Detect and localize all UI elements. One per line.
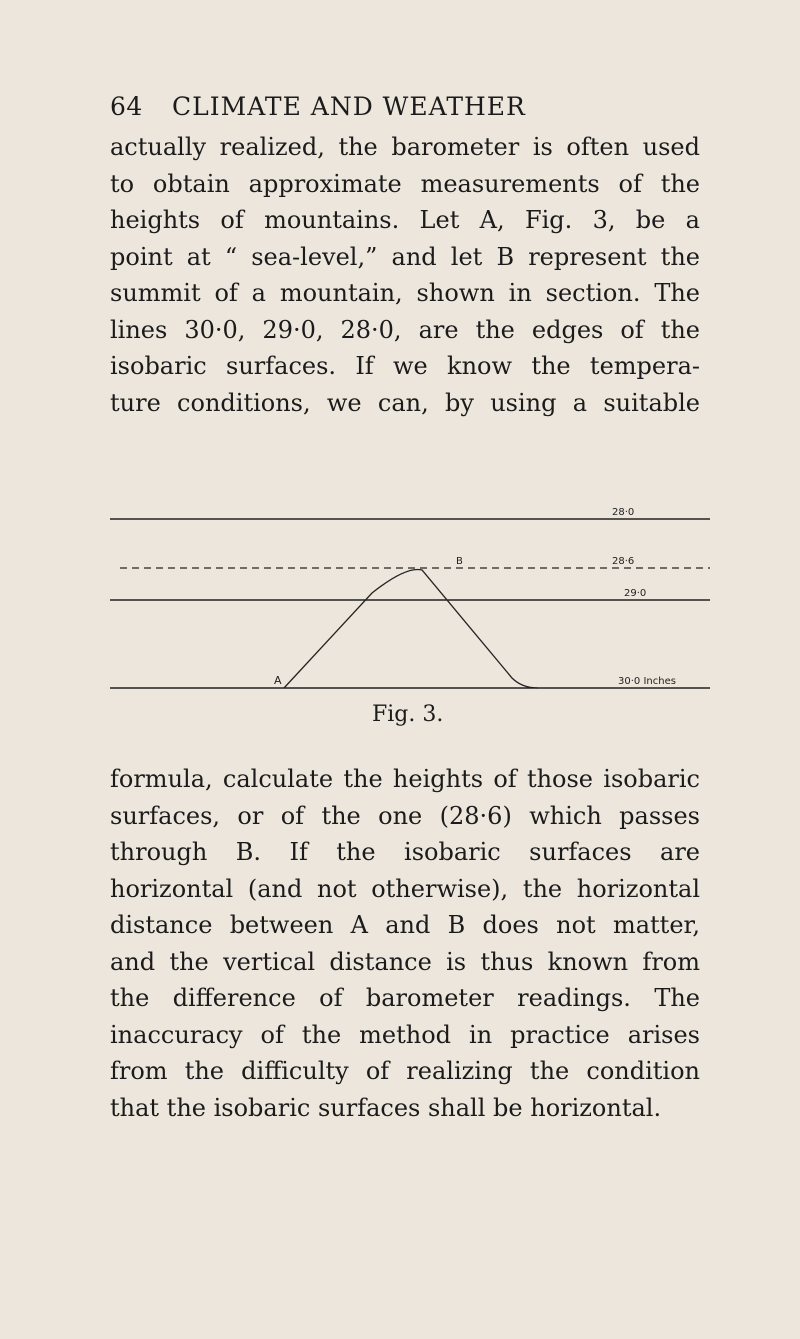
- text-line: inaccuracy of the method in practice arises: [110, 1020, 700, 1049]
- mountain-section: [284, 569, 538, 688]
- text-line: that the isobaric surfaces shall be horizontal.: [110, 1093, 662, 1122]
- text-line: to obtain approximate measurements of the: [110, 169, 700, 198]
- label-28-6: 28·6: [612, 556, 635, 567]
- text-line: actually realized, the barometer is often used: [110, 133, 700, 161]
- isobaric-surfaces-diagram: [110, 508, 710, 694]
- text-line: surfaces, or of the one (28·6) which passes: [110, 801, 700, 830]
- label-28-0: 28·0: [612, 508, 635, 518]
- text-line: heights of mountains. Let A, Fig. 3, be a: [110, 206, 700, 234]
- text-line: isobaric surfaces. If we know the tempera-: [110, 352, 700, 380]
- label-30-0: 30·0 Inches: [618, 676, 676, 687]
- paragraph-1: [110, 129, 700, 421]
- text-line: horizontal (and not otherwise), the horizontal: [110, 874, 700, 903]
- point-a-label: A: [274, 674, 282, 687]
- text-line: summit of a mountain, shown in section. The: [110, 279, 700, 307]
- text-line: ture conditions, we can, by using a suitable: [110, 388, 700, 417]
- text-line: the difference of barometer readings. The: [110, 984, 700, 1012]
- text-line: and the vertical distance is thus known from: [110, 947, 700, 976]
- text-line: through B. If the isobaric surfaces are: [110, 838, 700, 866]
- text-line: formula, calculate the heights of those isobaric: [110, 765, 700, 793]
- paragraph-2: [110, 761, 700, 1126]
- page-number: 64: [110, 92, 143, 121]
- text-line: point at “ sea-level,” and let B represent the: [110, 242, 700, 271]
- chapter-title: CLIMATE AND WEATHER: [172, 92, 526, 121]
- text-line: from the difficulty of realizing the condition: [110, 1057, 700, 1085]
- point-b-label: B: [456, 556, 463, 567]
- text-line: lines 30·0, 29·0, 28·0, are the edges of the: [110, 315, 700, 344]
- figure-caption: Fig. 3.: [372, 702, 444, 727]
- label-29-0: 29·0: [624, 588, 647, 599]
- text-line: distance between A and B does not matter,: [110, 911, 700, 939]
